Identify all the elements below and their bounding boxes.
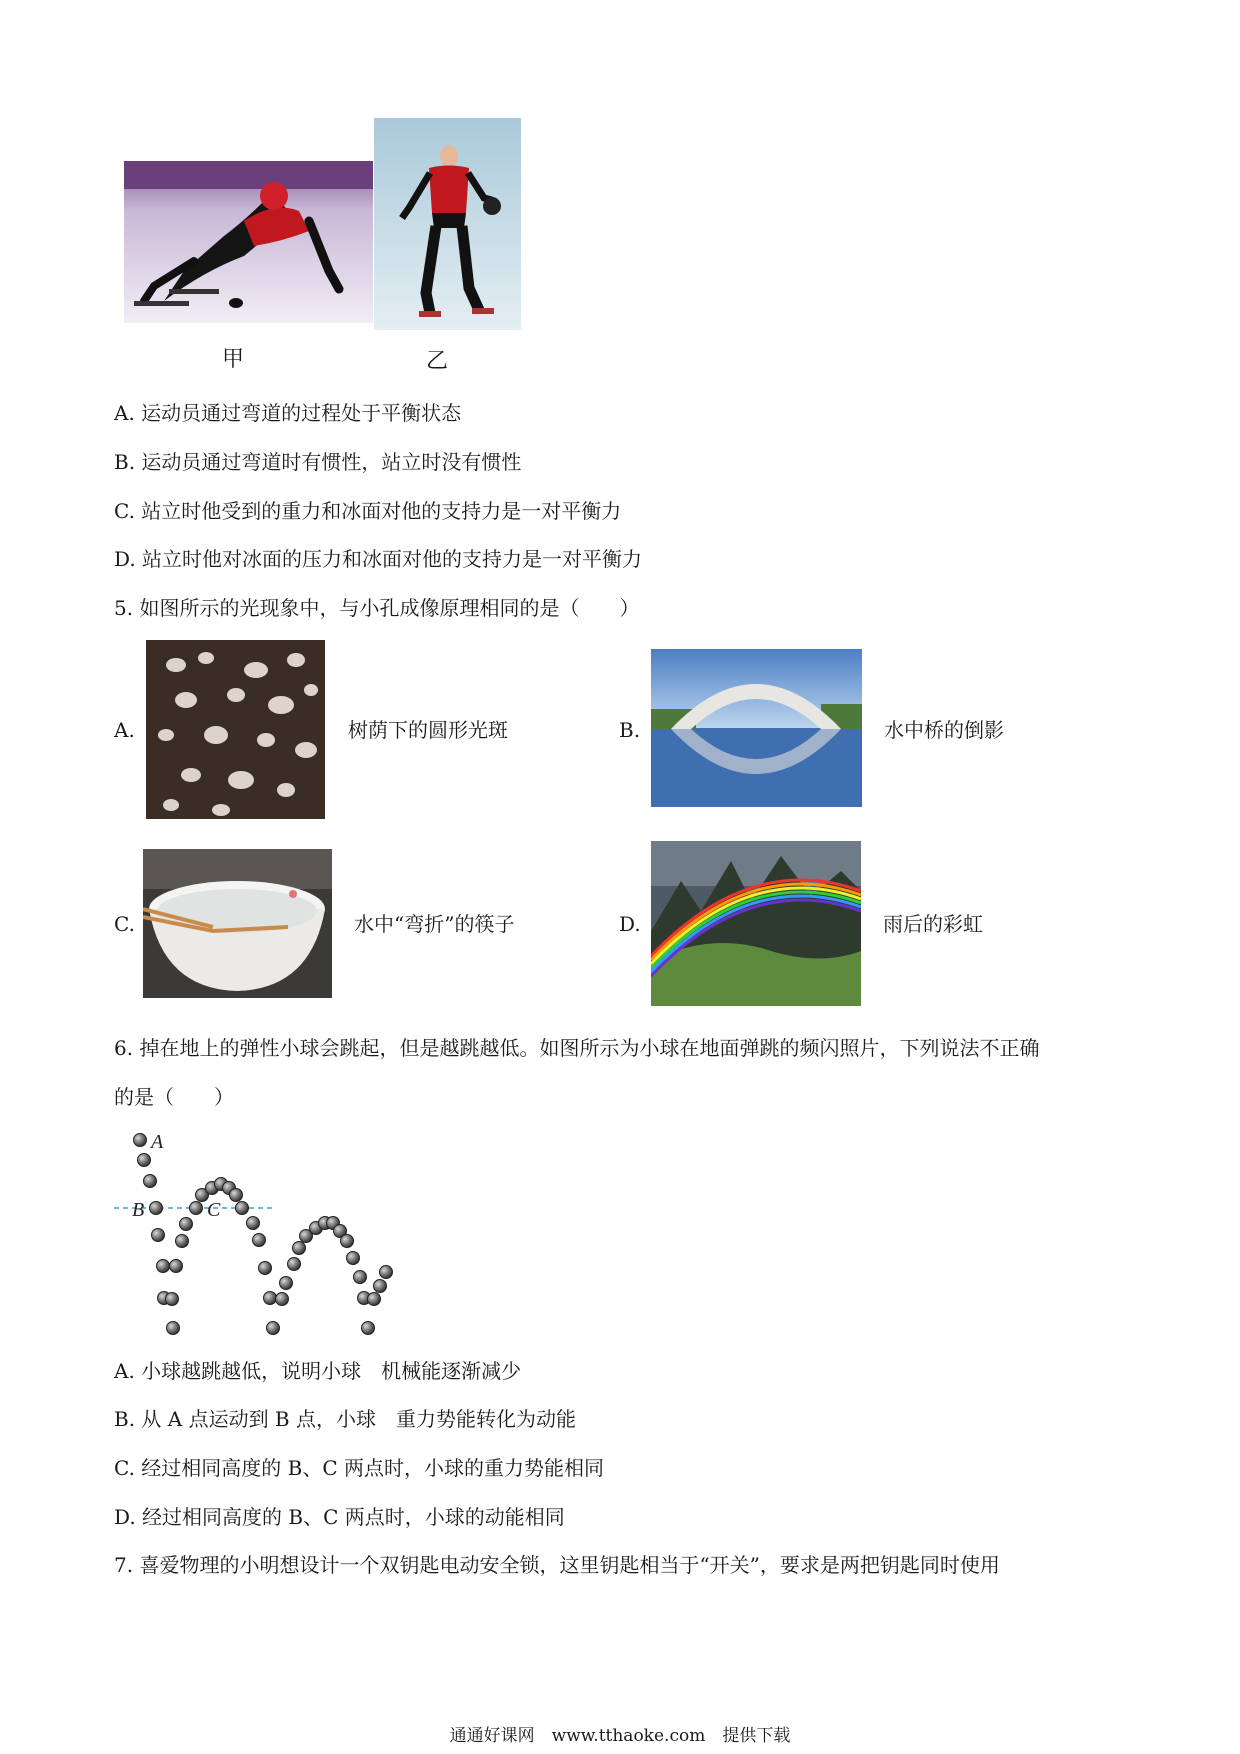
q5-option-d-letter: D. (619, 912, 641, 936)
speed-skater-standing-photo (374, 118, 521, 330)
q6-option-d: D. 经过相同高度的 B、C 两点时，小球的动能相同 (114, 1505, 565, 1529)
figure-label-jia: 甲 (222, 347, 245, 372)
speed-skater-cornering-photo (124, 161, 373, 323)
q5-option-c-letter: C. (114, 912, 135, 936)
q4-option-a: A. 运动员通过弯道的过程处于平衡状态 (114, 401, 462, 425)
bridge-reflection-photo (651, 649, 862, 807)
page-footer: 通通好课网 www.tthaoke.com 提供下载 (449, 1726, 791, 1746)
tree-shade-light-spots-photo (146, 640, 325, 819)
q6-stem-line2: 的是（ ） (114, 1085, 234, 1109)
q5-option-a-caption: 树荫下的圆形光斑 (348, 718, 508, 742)
q7-stem: 7. 喜爱物理的小明想设计一个双钥匙电动安全锁，这里钥匙相当于“开关”，要求是两把钥匙同时使用 (114, 1553, 1000, 1577)
figure-label-yi: 乙 (426, 349, 449, 374)
q4-option-b: B. 运动员通过弯道时有惯性，站立时没有惯性 (114, 450, 522, 474)
q4-option-c: C. 站立时他受到的重力和冰面对他的支持力是一对平衡力 (114, 499, 622, 523)
q5-option-b-caption: 水中桥的倒影 (884, 718, 1004, 742)
point-label-b: B (132, 1199, 145, 1221)
point-label-a: A (151, 1131, 164, 1153)
q5-stem: 5. 如图所示的光现象中，与小孔成像原理相同的是（ ） (114, 596, 640, 620)
q5-option-a-letter: A. (114, 718, 135, 742)
q4-option-d: D. 站立时他对冰面的压力和冰面对他的支持力是一对平衡力 (114, 547, 643, 571)
q6-option-c: C. 经过相同高度的 B、C 两点时，小球的重力势能相同 (114, 1456, 605, 1480)
point-label-c: C (207, 1199, 221, 1221)
q6-stem-line1: 6. 掉在地上的弹性小球会跳起，但是越跳越低。如图所示为小球在地面弹跳的频闪照片，下列说法不正确 (114, 1036, 1040, 1060)
q5-option-c-caption: 水中“弯折”的筷子 (354, 912, 515, 936)
rainbow-photo (651, 841, 861, 1006)
bent-chopsticks-bowl-photo (143, 849, 332, 998)
q5-option-b-letter: B. (619, 718, 641, 742)
q6-option-a: A. 小球越跳越低，说明小球 机械能逐渐减少 (114, 1359, 522, 1383)
bouncing-ball-strobe-figure (110, 1126, 410, 1341)
q6-option-b: B. 从 A 点运动到 B 点，小球 重力势能转化为动能 (114, 1407, 576, 1431)
q5-option-d-caption: 雨后的彩虹 (883, 912, 983, 936)
